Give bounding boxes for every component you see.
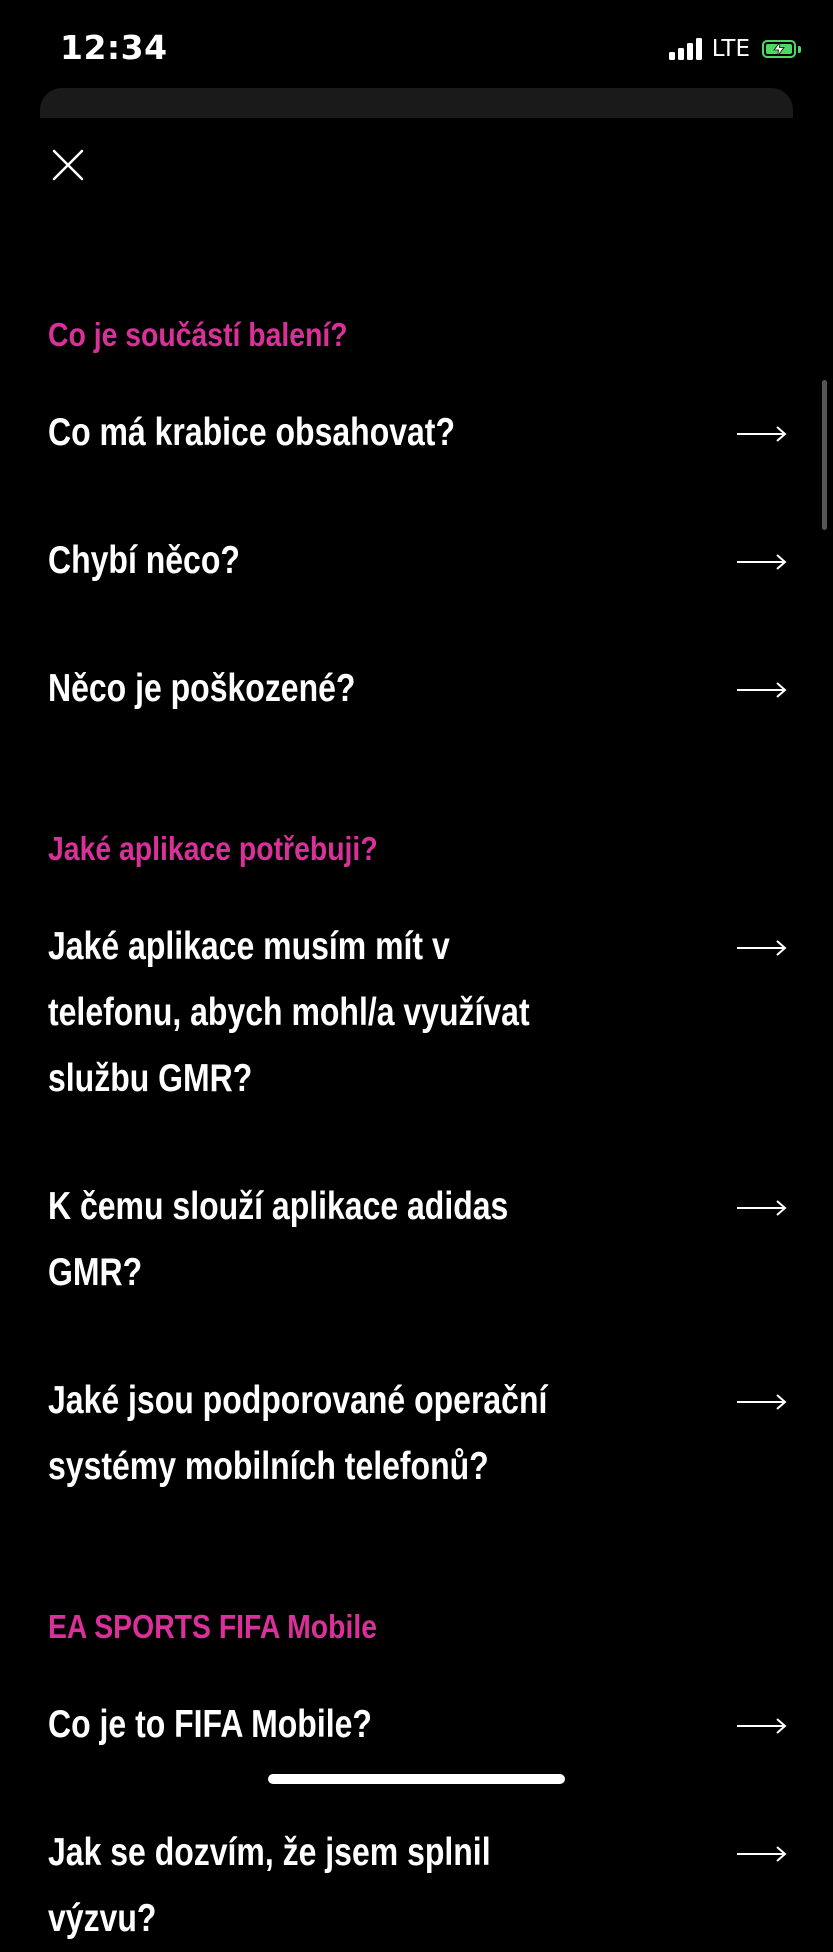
- status-indicators: [669, 36, 801, 62]
- arrow-right-icon: [736, 552, 788, 572]
- faq-section: [48, 814, 788, 1500]
- faq-item-label: Něco je poškozené?: [48, 667, 356, 710]
- arrow-right-icon: [736, 1716, 788, 1736]
- status-time: 12:34: [60, 28, 168, 67]
- faq-item[interactable]: [48, 656, 788, 722]
- close-icon: [48, 145, 88, 185]
- home-indicator[interactable]: [268, 1774, 565, 1784]
- sheet-top-edge: [40, 88, 793, 118]
- section-heading: Co je součástí balení?: [48, 316, 348, 353]
- status-bar: [0, 0, 833, 90]
- battery-icon: [762, 40, 801, 58]
- section-heading: Jaké aplikace potřebuji?: [48, 830, 378, 867]
- faq-item-label: Chybí něco?: [48, 539, 240, 582]
- signal-icon: [669, 38, 702, 60]
- faq-item-label: Jak se dozvím, že jsem splnil výzvu?: [48, 1831, 491, 1940]
- faq-item[interactable]: [48, 1174, 788, 1306]
- network-type: LTE: [711, 36, 750, 62]
- faq-item[interactable]: [48, 400, 788, 466]
- arrow-right-icon: [736, 938, 788, 958]
- close-button[interactable]: [48, 145, 88, 185]
- faq-item-label: K čemu slouží aplikace adidas GMR?: [48, 1185, 509, 1294]
- faq-section: [48, 300, 788, 722]
- faq-item-label: Jaké jsou podporované operační systémy mobilních telefonů?: [48, 1379, 548, 1488]
- faq-item[interactable]: [48, 1368, 788, 1500]
- arrow-right-icon: [736, 424, 788, 444]
- arrow-right-icon: [736, 1844, 788, 1864]
- faq-item-label: Co je to FIFA Mobile?: [48, 1703, 372, 1746]
- faq-item[interactable]: [48, 914, 788, 1112]
- arrow-right-icon: [736, 1198, 788, 1218]
- scrollbar[interactable]: [822, 380, 827, 530]
- faq-item[interactable]: [48, 1692, 788, 1758]
- faq-item-label: Co má krabice obsahovat?: [48, 411, 455, 454]
- faq-item[interactable]: [48, 528, 788, 594]
- charging-bolt-icon: [773, 42, 785, 56]
- section-heading: EA SPORTS FIFA Mobile: [48, 1608, 378, 1645]
- faq-section: [48, 1592, 788, 1952]
- faq-item[interactable]: [48, 1820, 788, 1952]
- arrow-right-icon: [736, 680, 788, 700]
- arrow-right-icon: [736, 1392, 788, 1412]
- faq-list: [48, 300, 788, 1952]
- faq-item-label: Jaké aplikace musím mít v telefonu, abych mohl/a využívat službu GMR?: [48, 925, 530, 1100]
